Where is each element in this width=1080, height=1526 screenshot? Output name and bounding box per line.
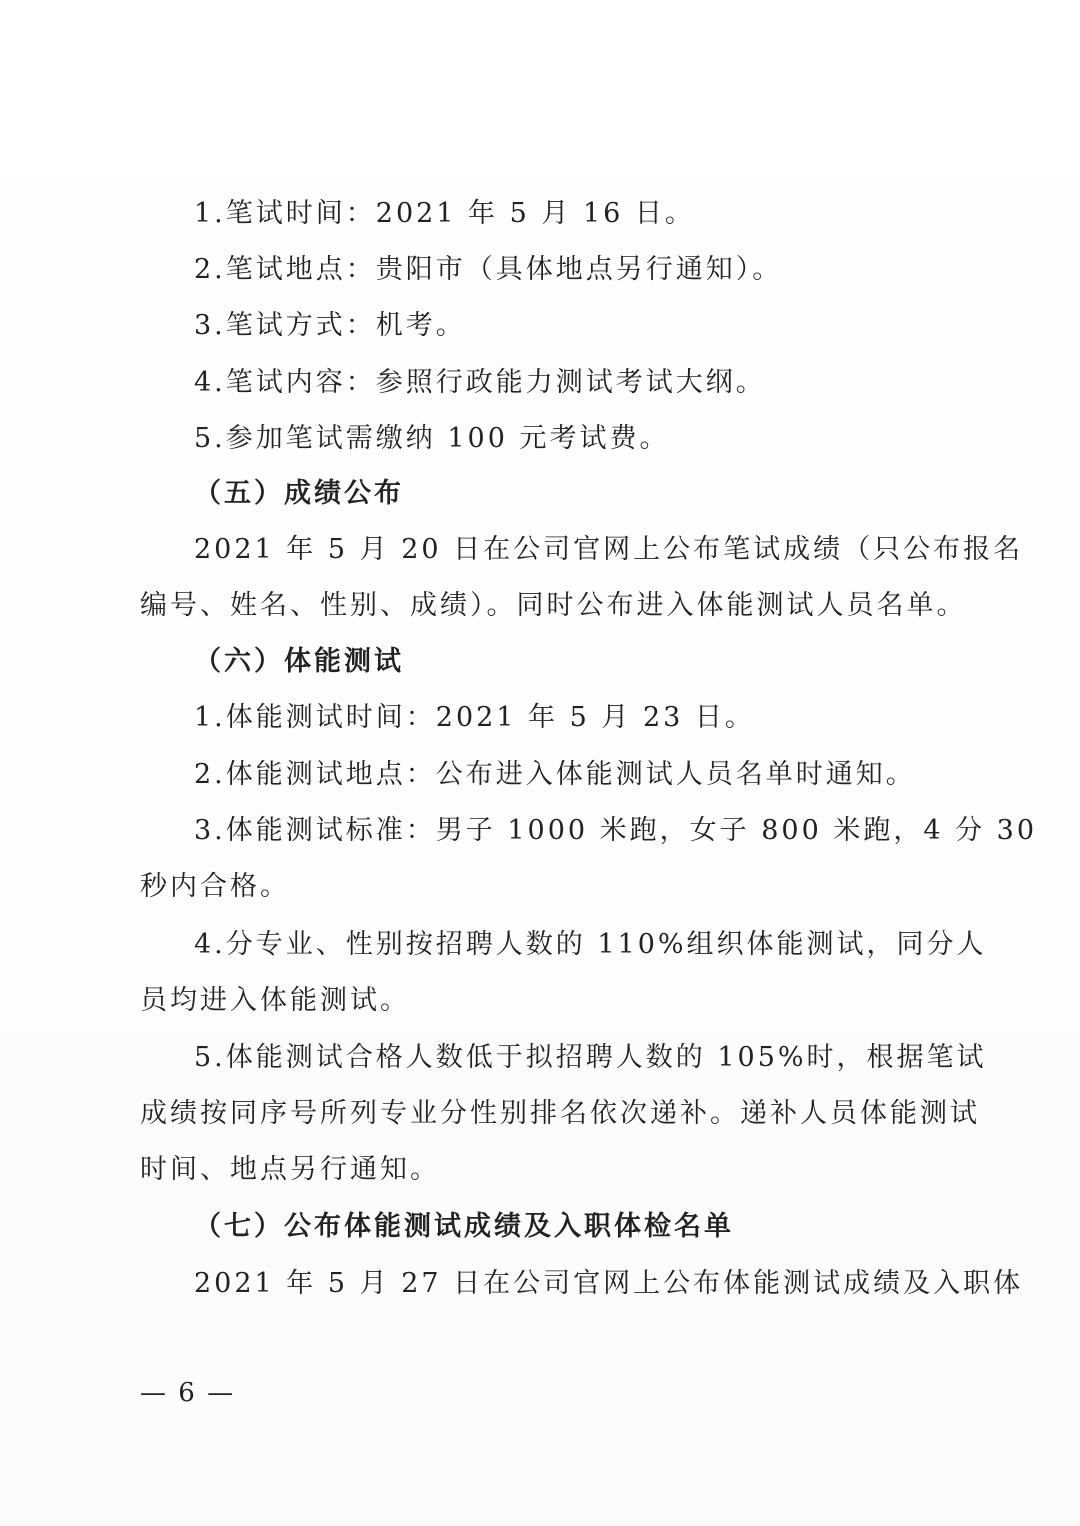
section-7-line-1: 2021 年 5 月 27 日在公司官网上公布体能测试成绩及入职体 — [194, 1268, 1024, 1299]
exam-fee-item: 5.参加笔试需缴纳 100 元考试费。 — [194, 423, 670, 454]
fitness-test-standard-line-1: 3.体能测试标准：男子 1000 米跑，女子 800 米跑，4 分 30 — [194, 815, 1038, 846]
section-5-heading: （五）成绩公布 — [194, 478, 404, 509]
exam-time-item: 1.笔试时间：2021 年 5 月 16 日。 — [194, 198, 695, 229]
section-7-heading: （七）公布体能测试成绩及入职体检名单 — [194, 1211, 734, 1242]
section-6-heading: （六）体能测试 — [194, 646, 404, 677]
fitness-test-time-item: 1.体能测试时间：2021 年 5 月 23 日。 — [194, 702, 755, 733]
fitness-test-supplement-line-2: 成绩按同序号所列专业分性别排名依次递补。递补人员体能测试 — [140, 1098, 980, 1129]
section-5-line-2: 编号、姓名、性别、成绩）。同时公布进入体能测试人员名单。 — [140, 590, 967, 621]
fitness-test-supplement-line-1: 5.体能测试合格人数低于拟招聘人数的 105%时，根据笔试 — [194, 1042, 987, 1073]
section-5-line-1: 2021 年 5 月 20 日在公司官网上公布笔试成绩（只公布报名 — [194, 534, 1024, 565]
fitness-test-standard-line-2: 秒内合格。 — [140, 871, 290, 902]
fitness-test-quota-line-2: 员均进入体能测试。 — [140, 985, 410, 1016]
exam-content-item: 4.笔试内容：参照行政能力测试考试大纲。 — [194, 367, 766, 398]
fitness-test-supplement-line-3: 时间、地点另行通知。 — [140, 1154, 440, 1185]
exam-method-item: 3.笔试方式：机考。 — [194, 310, 466, 341]
exam-location-item: 2.笔试地点：贵阳市（具体地点另行通知）。 — [194, 254, 783, 285]
fitness-test-location-item: 2.体能测试地点：公布进入体能测试人员名单时通知。 — [194, 759, 916, 790]
fitness-test-quota-line-1: 4.分专业、性别按招聘人数的 110%组织体能测试，同分人 — [194, 929, 987, 960]
page-number: — 6 — — [140, 1378, 236, 1408]
